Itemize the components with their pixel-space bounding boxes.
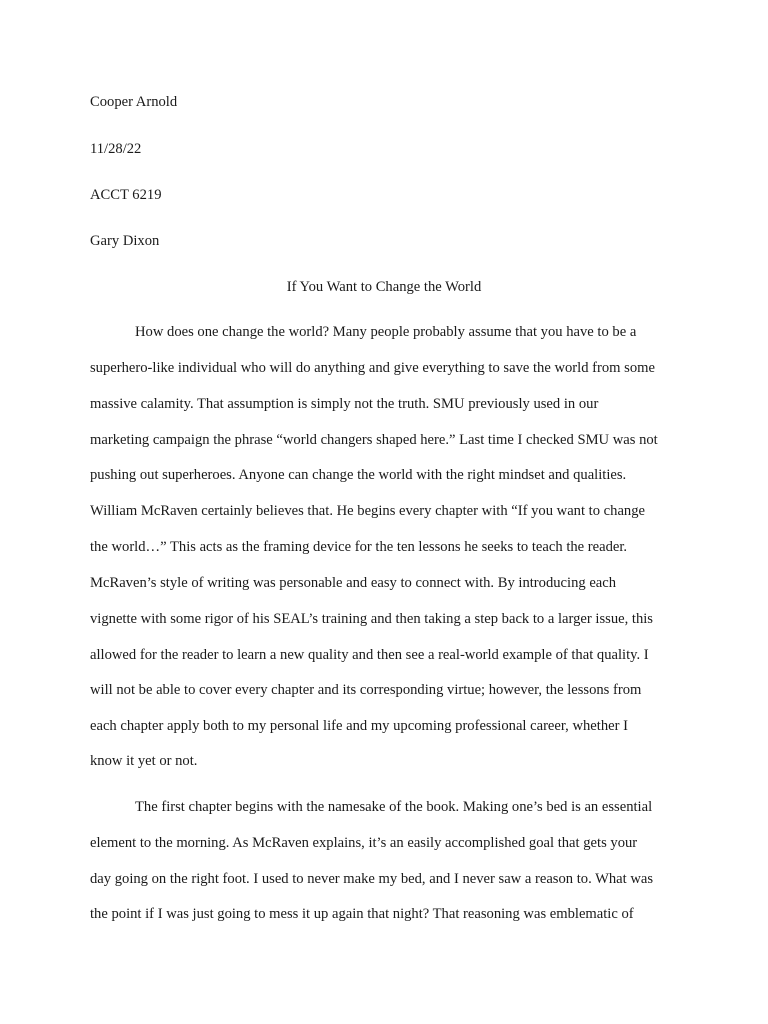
paragraph-line: the world…” This acts as the framing device for the ten lessons he seeks to teach the reader. [90, 539, 628, 555]
course-code: ACCT 6219 [90, 187, 162, 203]
paragraph-line: marketing campaign the phrase “world changers shaped here.” Last time I checked SMU was not [90, 432, 658, 448]
paragraph-line: vignette with some rigor of his SEAL’s training and then taking a step back to a larger issue, this [90, 611, 653, 627]
paragraph-line: The first chapter begins with the namesake of the book. Making one’s bed is an essential [135, 799, 653, 815]
paragraph-line: day going on the right foot. I used to never make my bed, and I never saw a reason to. What was [90, 871, 654, 887]
author-name: Cooper Arnold [90, 94, 178, 110]
paragraph-line: know it yet or not. [90, 753, 198, 769]
paragraph-line: will not be able to cover every chapter and its corresponding virtue; however, the lessons from [90, 682, 642, 698]
essay-title: If You Want to Change the World [286, 279, 482, 295]
paragraph-line: each chapter apply both to my personal life and my upcoming professional career, whether I [90, 718, 628, 734]
paragraph-line: McRaven’s style of writing was personable and easy to connect with. By introducing each [90, 575, 617, 591]
paragraph-line: pushing out superheroes. Anyone can change the world with the right mindset and qualities. [90, 467, 627, 483]
paragraph-line: allowed for the reader to learn a new quality and then see a real-world example of that quality. I [90, 647, 649, 663]
submission-date: 11/28/22 [90, 141, 142, 157]
paragraph-line: massive calamity. That assumption is simply not the truth. SMU previously used in our [90, 396, 599, 412]
paragraph-line: the point if I was just going to mess it up again that night? That reasoning was emblematic of [90, 906, 634, 922]
paragraph-line: superhero-like individual who will do anything and give everything to save the world from some [90, 360, 655, 376]
paragraph-line: How does one change the world? Many people probably assume that you have to be a [135, 324, 637, 340]
instructor-name: Gary Dixon [90, 233, 160, 249]
paragraph-line: William McRaven certainly believes that. He begins every chapter with “If you want to change [90, 503, 645, 519]
paragraph-line: element to the morning. As McRaven explains, it’s an easily accomplished goal that gets your [90, 835, 638, 851]
